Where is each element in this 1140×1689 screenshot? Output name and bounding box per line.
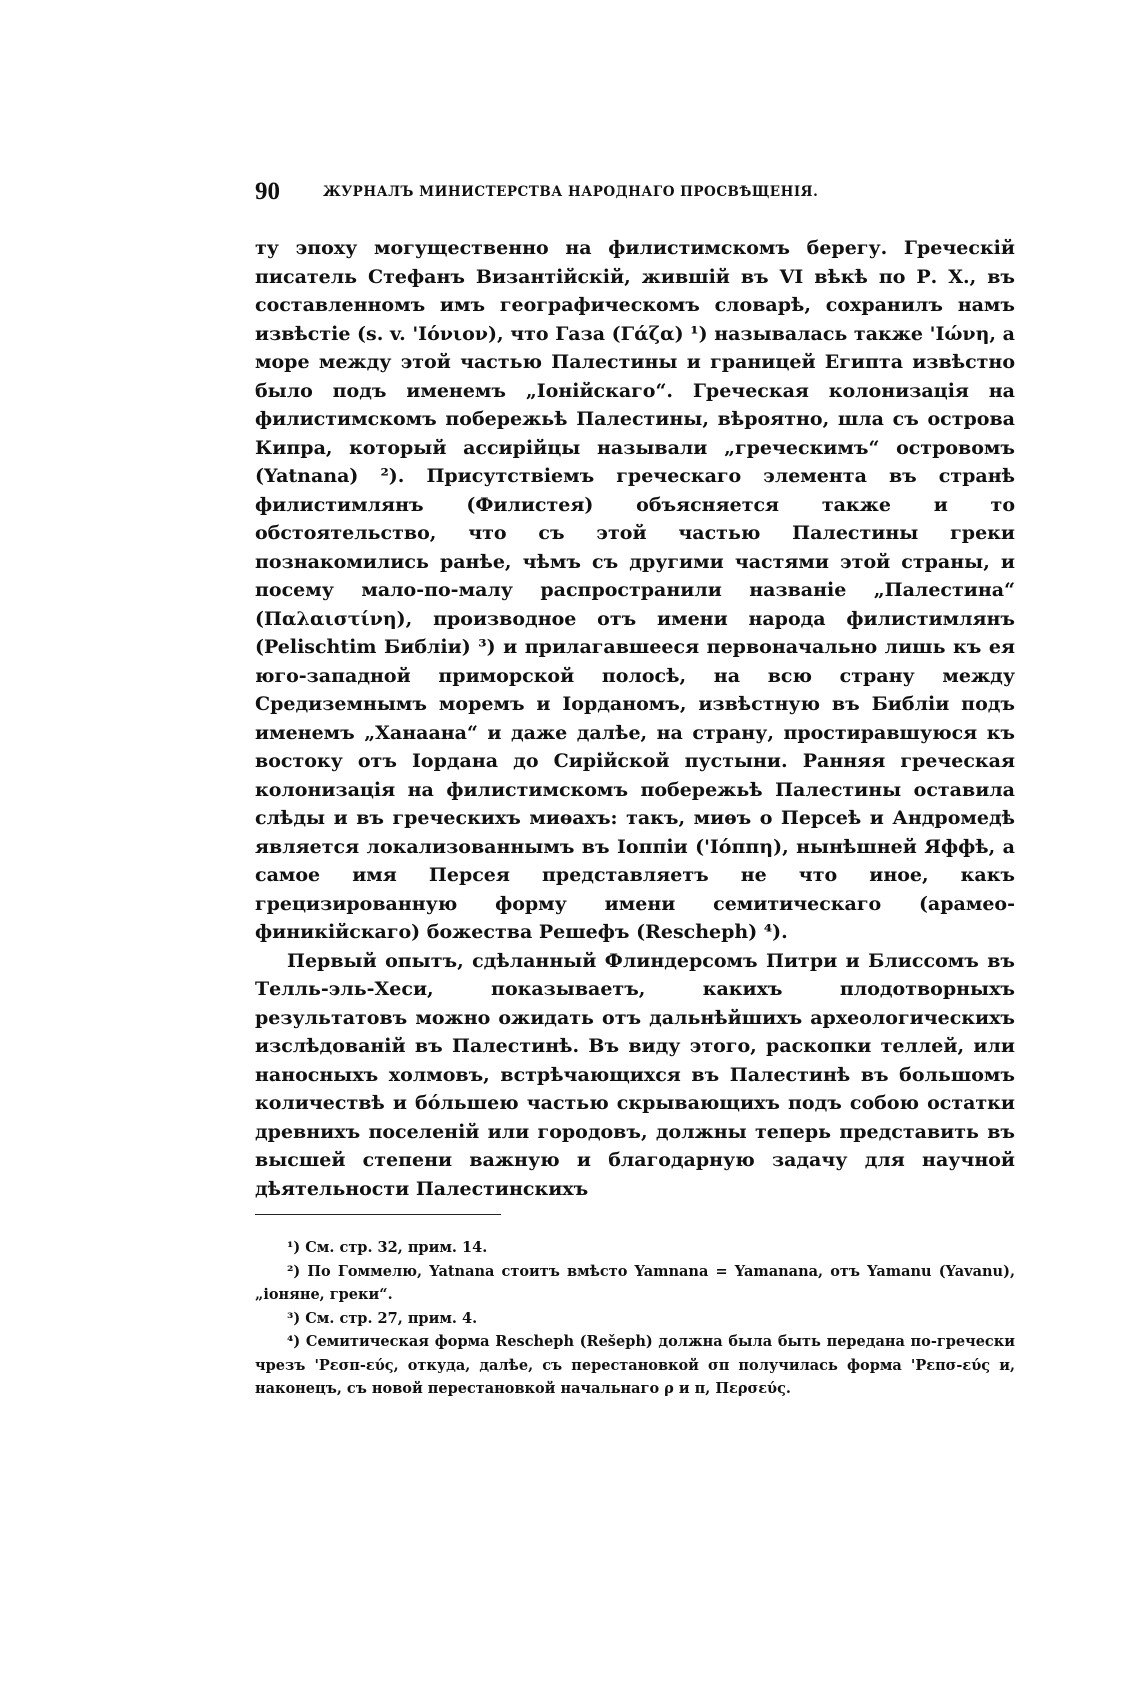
footnote-3: ³) См. стр. 27, прим. 4.	[287, 1309, 478, 1327]
footnote-4: ⁴) Семитическая форма Reschеph (Rešeph) должна была быть передана по-гречески чрезъ 'Ρεσπ-εύς, откуда, далѣе, съ перестановкой σπ получилась форма 'Ρεπσ-εύς и, наконецъ, съ новой перестановкой начальнаго ρ и π, Περσεύς.	[255, 1333, 1015, 1397]
footnotes	[255, 1236, 1015, 1401]
page-header	[255, 178, 1015, 212]
main-text	[255, 234, 1015, 1203]
running-title: ЖУРНАЛЪ МИНИСТЕРСТВА НАРОДНАГО ПРОСВѢЩЕНІЯ.	[323, 184, 819, 200]
footnote-2: ²) По Гоммелю, Yatnana стоитъ вмѣсто Yamnana = Yamanana, отъ Yamanu (Yavanu), „іоняне, греки“.	[255, 1262, 1015, 1303]
footnote-1: ¹) См. стр. 32, прим. 14.	[287, 1239, 488, 1256]
page-number: 90	[255, 178, 280, 205]
footnote-divider	[255, 1214, 501, 1215]
paragraph-1: ту эпоху могущественно на филистимскомъ берегу. Греческій писатель Стефанъ Византійскій, жившій въ VI вѣкѣ по Р. Х., въ составленномъ имъ географическомъ словарѣ, сохранилъ намъ извѣстіе (s. v. 'Ιόνιον), что Газа (Γάζα) ¹) называлась также 'Ιώνη, а море между этой частью Палестины и границей Египта извѣстно было подъ именемъ „Іонійскаго“. Греческая колонизація на филистимскомъ побережьѣ Палестины, вѣроятно, шла съ острова Кипра, который ассирійцы называли „греческимъ“ островомъ (Yatnana) ²). Присутствіемъ греческаго элемента въ странѣ филистимлянъ (Филистея) объясняется также и то обстоятельство, что съ этой частью Палестины греки познакомились ранѣе, чѣмъ съ другими частями этой страны, и посему мало-по-малу распространили названіе „Палестина“ (Παλαιστίνη), производное отъ имени народа филистимлянъ (Pelischtim Библіи) ³) и прилагавшееся первоначально лишь къ ея юго-западной приморской полосѣ, на всю страну между Средиземнымъ моремъ и Іорданомъ, извѣстную въ Библіи подъ именемъ „Ханаана“ и даже далѣе, на страну, простиравшуюся къ востоку отъ Іордана до Сирійской пустыни. Ранняя греческая колонизація на филистимскомъ побережьѣ Палестины оставила слѣды и въ греческихъ миѳахъ: такъ, миѳъ о Персеѣ и Андромедѣ является локализованнымъ въ Іоппіи ('Ιόππη), нынѣшней Яффѣ, а самое имя Персея представляетъ не что иное, какъ грецизированную форму имени семитическаго (арамео-финикійскаго) божества Решефъ (Rescheph) ⁴).	[255, 237, 1015, 943]
paragraph-2: Первый опытъ, сдѣланный Флиндерсомъ Питри и Блиссомъ въ Телль-эль-Хеси, показываетъ, какихъ плодотворныхъ результатовъ можно ожидать отъ дальнѣйшихъ археологическихъ изслѣдованій въ Палестинѣ. Въ виду этого, раскопки теллей, или наносныхъ холмовъ, встрѣчающихся въ Палестинѣ въ большомъ количествѣ и бóльшею частью скрывающихъ подъ собою остатки древнихъ поселеній или городовъ, должны теперь представить въ высшей степени важную и благодарную задачу для научной дѣятельности Палестинскихъ	[255, 949, 1015, 1200]
